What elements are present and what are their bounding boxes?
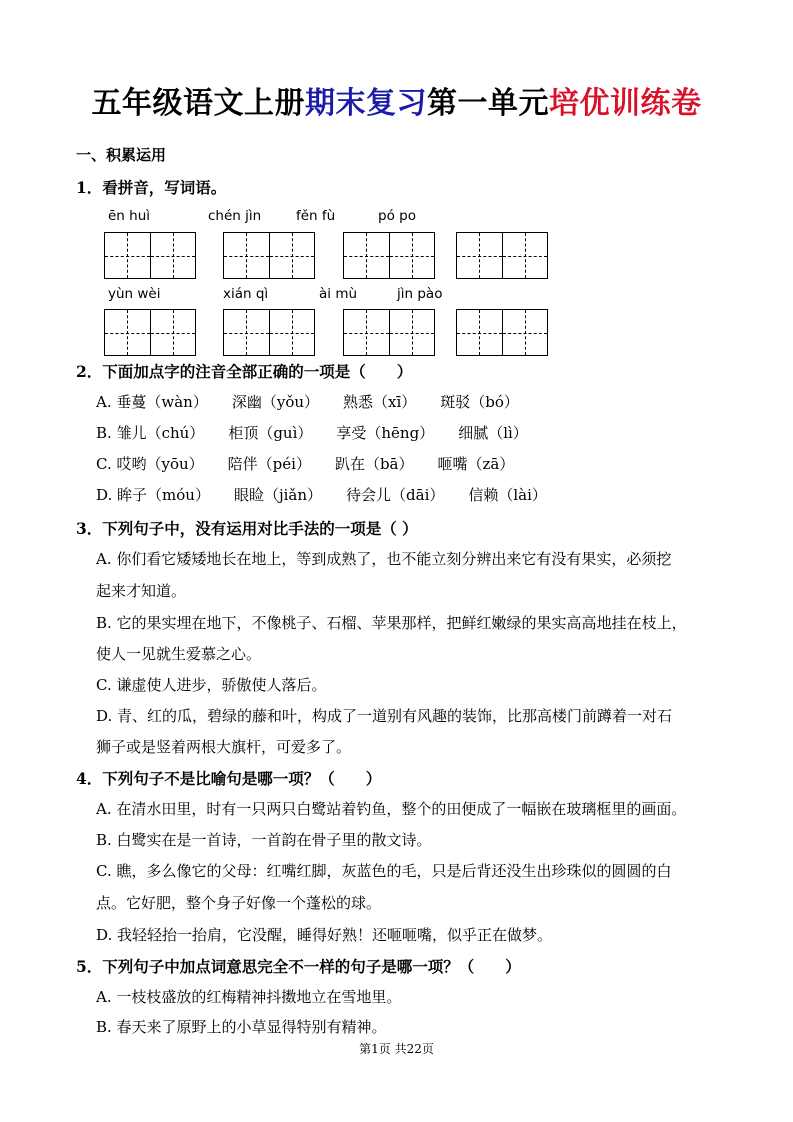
option-d-line-2: 狮子或是竖着两根大旗杆，可爱多了。 [96, 738, 352, 756]
option-item: 斑驳（bó） [440, 393, 519, 411]
option-item: 眸子（móu） [117, 486, 210, 504]
option-item: 信赖（lài） [468, 486, 547, 504]
option-d[interactable] [96, 484, 571, 505]
option-c-line-1[interactable]: C. 瞧，多么像它的父母：红嘴红脚，灰蓝色的毛，只是后背还没生出珍珠似的圆圆的白 [96, 862, 672, 880]
option-c-line-1[interactable]: C. 谦虚使人进步，骄傲使人落后。 [96, 676, 327, 694]
writing-grid[interactable] [343, 232, 435, 279]
option-a-line-1[interactable]: A. 一枝枝盛放的红梅精神抖擞地立在雪地里。 [96, 988, 402, 1006]
question-5-heading: 5．下列句子中加点词意思完全不一样的句子是哪一项？（ ） [76, 957, 521, 976]
option-b-line-1[interactable]: B. 它的果实埋在地下，不像桃子、石榴、苹果那样，把鲜红嫩绿的果实高高地挂在枝上， [96, 614, 687, 632]
writing-grid[interactable] [343, 309, 435, 356]
option-a-line-1[interactable]: A. 在清水田里，时有一只两只白鹭站着钓鱼，整个的田便成了一幅嵌在玻璃框里的画面。 [96, 800, 687, 818]
option-item: 哎哟（yōu） [116, 455, 204, 473]
section-heading: 一、积累运用 [76, 146, 167, 164]
pinyin-label: xián qì [223, 286, 269, 302]
pinyin-label: ài mù [319, 286, 358, 302]
option-label: C. [96, 455, 112, 473]
option-item: 柜顶（guì） [228, 424, 313, 442]
option-label: A. [96, 393, 112, 411]
option-c-line-2: 点。它好肥，整个身子好像一个蓬松的球。 [96, 894, 382, 912]
option-item: 陪伴（péi） [227, 455, 311, 473]
option-d-line-1[interactable]: D. 青、红的瓜，碧绿的藤和叶，构成了一道别有风趣的装饰，比那高楼门前蹲着一对石 [96, 707, 673, 725]
title-part-4: 培优训练卷 [549, 86, 702, 121]
pinyin-label: fěn fù [296, 208, 336, 224]
option-item: 垂蔓（wàn） [116, 393, 208, 411]
option-item: 深幽（yǒu） [231, 393, 320, 411]
title-part-2: 期末复习 [305, 86, 427, 121]
option-label: D. [96, 486, 113, 504]
option-b-line-2: 使人一见就生爱慕之心。 [96, 645, 262, 663]
writing-grid[interactable] [223, 232, 315, 279]
pinyin-label: ēn huì [108, 208, 151, 224]
option-item: 细腻（lì） [458, 424, 528, 442]
option-a-line-2: 起来才知道。 [96, 582, 187, 600]
question-3-heading: 3．下列句子中，没有运用对比手法的一项是（ ） [76, 519, 418, 538]
page-footer: 第1页 共22页 [359, 1042, 434, 1056]
option-d-line-1[interactable]: D. 我轻轻抬一抬肩，它没醒，睡得好熟！还咂咂嘴，似乎正在做梦。 [96, 926, 553, 944]
option-a-line-1[interactable]: A. 你们看它矮矮地长在地上，等到成熟了，也不能立刻分辨出来它有没有果实，必须挖 [96, 550, 672, 568]
option-item: 眼睑（jiǎn） [233, 486, 323, 504]
option-item: 待会儿（dāi） [346, 486, 445, 504]
question-2-heading: 2．下面加点字的注音全部正确的一项是（ ） [76, 362, 413, 381]
writing-grid[interactable] [104, 309, 196, 356]
pinyin-label: jìn pào [397, 286, 443, 302]
question-4-heading: 4．下列句子不是比喻句是哪一项？（ ） [76, 769, 382, 788]
page-title [0, 84, 793, 124]
option-item: 享受（hēng） [336, 424, 435, 442]
option-b-line-1[interactable]: B. 白鹭实在是一首诗，一首韵在骨子里的散文诗。 [96, 831, 432, 849]
title-part-1: 五年级语文上册 [91, 86, 305, 121]
option-a[interactable] [96, 391, 543, 412]
pinyin-label: yùn wèi [108, 286, 161, 302]
option-item: 趴在（bā） [334, 455, 414, 473]
option-item: 熟悉（xī） [343, 393, 417, 411]
writing-grid[interactable] [223, 309, 315, 356]
option-item: 雏儿（chú） [116, 424, 205, 442]
option-b[interactable] [96, 422, 552, 443]
pinyin-label: chén jìn [208, 208, 262, 224]
writing-grid[interactable] [104, 232, 196, 279]
option-item: 咂嘴（zā） [437, 455, 515, 473]
option-b-line-1[interactable]: B. 春天来了原野上的小草显得特别有精神。 [96, 1018, 387, 1036]
pinyin-label: pó po [378, 208, 416, 224]
question-1-heading: 1．看拼音，写词语。 [76, 178, 227, 197]
option-label: B. [96, 424, 112, 442]
writing-grid[interactable] [456, 309, 548, 356]
option-c[interactable] [96, 453, 538, 474]
title-part-3: 第一单元 [427, 86, 549, 121]
writing-grid[interactable] [456, 232, 548, 279]
